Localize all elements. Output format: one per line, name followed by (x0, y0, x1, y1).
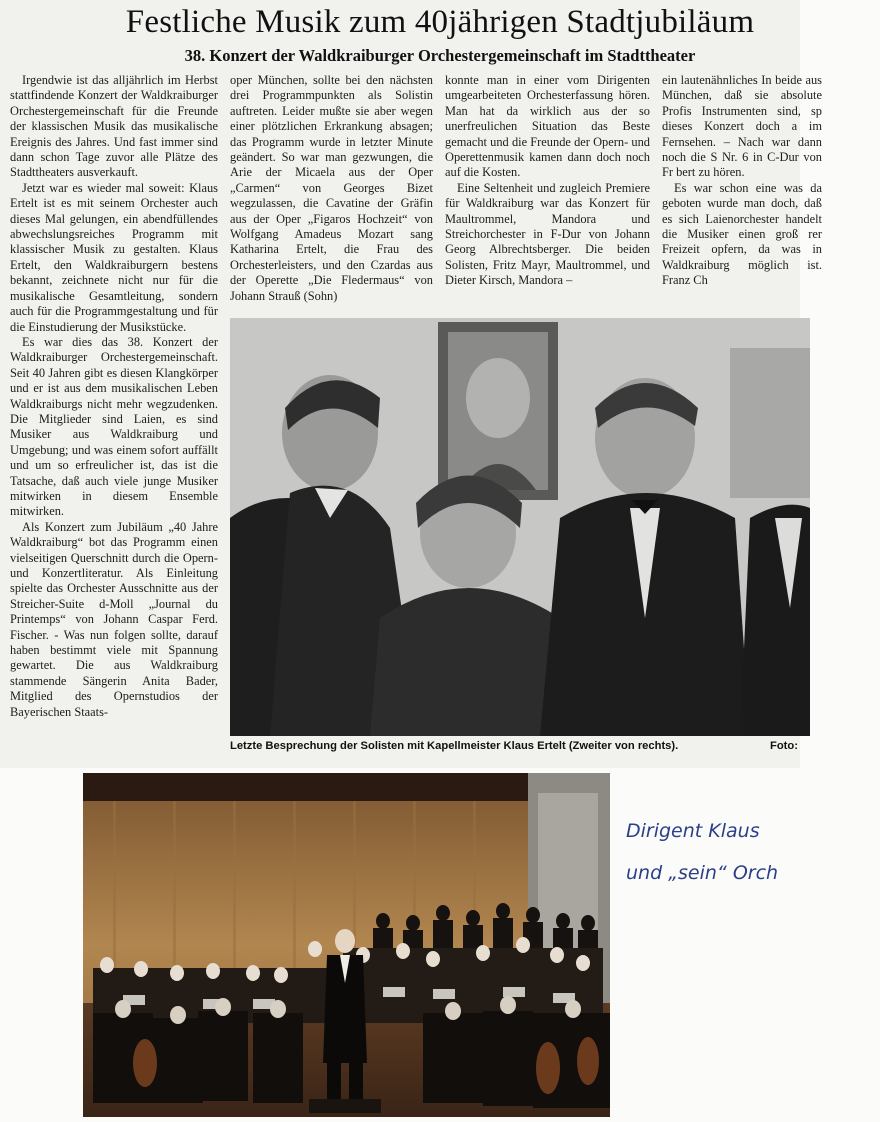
orchestra-photo-image (83, 773, 610, 1117)
paragraph: Irgendwie ist das alljährlich im Herbst stattfindende Konzert der Waldkraiburger Orchestergemeinschaft für die Freunde der klassischen Musik das musikalische Ereignis des Jahres. Und fast immer sind dann schon Tage zuvor alle Plätze des Stadttheaters ausverkauft. (10, 73, 218, 180)
paragraph: ein lautenähnliches In beide aus München, daß sie absolute Profis Instrumenten sind, sp dieses Konzert doch a im Fernsehen. – Nach war dann noch die S Nr. 6 in C-Dur von Fr bert zu hören. (662, 73, 822, 180)
photo-credit: Foto: (770, 740, 798, 752)
handwritten-note-line1: Dirigent Klaus (626, 820, 760, 842)
photo-caption (230, 740, 830, 752)
paragraph: Jetzt war es wieder mal soweit: Klaus Ertelt ist es mit seinem Orchester auch dieses Mal gelungen, ein abendfüllendes abwechslungsreiches Programm mit klassischer Musik zu gestalten. Klaus Ertelt, den Waldkraiburgern bestens bekannt, zeichnete nicht nur für die musikalische Gesamtleitung, sondern auch für die Programmgestaltung und für die Einstudierung der Musikstücke. (10, 180, 218, 334)
article-column-3 (445, 73, 650, 313)
article-column-4 (662, 73, 822, 313)
headline: Festliche Musik zum 40jährigen Stadtjubiläum (125, 4, 755, 40)
paragraph: Eine Seltenheit und zugleich Premiere für Waldkraiburg war das Konzert für Maultrommel, Mandora und Streichorchester in F-Dur von Johann Georg Albrechtsberger. Die beiden Solisten, Fritz Mayr, Maultrommel, und Dieter Kirsch, Mandora – (445, 180, 650, 288)
paragraph: Als Konzert zum Jubiläum „40 Jahre Waldkraiburg“ bot das Programm einen vielseitigen Querschnitt durch die Opern- und Konzertliteratur. Als Einleitung spielte das Orchester Ausschnitte aus der Streicher-Suite d-Moll „Journal du Printemps“ von Johann Caspar Ferd. Fischer. - Was nun folgen sollte, darauf haben bestimmt viele mit Spannung gewartet. Die aus Waldkraiburg stammende Sängerin Anita Bader, Mitglied des Opernstudios der Bayerischen Staats- (10, 519, 218, 719)
handwritten-note-line2: und „sein“ Orch (626, 862, 779, 884)
soloists-photo-image (230, 318, 810, 736)
caption-text: Letzte Besprechung der Solisten mit Kapellmeister Klaus Ertelt (Zweiter von rechts). (230, 740, 679, 752)
article-column-1 (10, 73, 218, 763)
orchestra-photo (83, 773, 610, 1117)
subheadline: 38. Konzert der Waldkraiburger Orchestergemeinschaft im Stadttheater (184, 46, 696, 65)
paragraph: Es war schon eine was da geboten wurde man doch, daß es sich Laienorchester handelt die Musiker einen groß rer Freizeit opfern, da was in Waldkraiburg möglich ist. Franz Ch (662, 180, 822, 288)
paragraph: Es war dies das 38. Konzert der Waldkraiburger Orchestergemeinschaft. Seit 40 Jahren gibt es diesen Klangkörper und er ist aus dem musikalischen Leben Waldkraiburgs nicht mehr wegzudenken. Die Mitglieder sind Laien, es sind Musiker aus Waldkraiburg und Umgebung; und was einem sofort auffällt und um so erfreulicher ist, das ist die Tatsache, daß auch viele junge Musiker mitwirken in diesem Ensemble mitwirken. (10, 334, 218, 519)
paragraph: konnte man in einer vom Dirigenten umgearbeiteten Orchesterfassung hören. Man hat da wirklich aus der so unerfreulichen Situation das Beste gemacht und die Freunde der Opern- und Operettenmusik kamen dann doch noch auf die Kosten. (445, 73, 650, 180)
soloists-photo (230, 318, 810, 736)
article-column-2 (230, 73, 433, 313)
paragraph: oper München, sollte bei den nächsten drei Programmpunkten als Solistin auftreten. Leider mußte sie aber wegen einer plötzlichen Erkrankung absagen; das Programm wurde in letzter Minute geändert. So war man gezwungen, die Arie der Micaela aus der Oper „Carmen“ von Georges Bizet wegzulassen, die Cavatine der Gräfin aus der Oper „Figaros Hochzeit“ von Wolfgang Amadeus Mozart sang Katharina Ertelt, die Frau des Orchesterleisters, und den Czardas aus der Operette „Die Fledermaus“ von Johann Strauß (Sohn) (230, 73, 433, 303)
